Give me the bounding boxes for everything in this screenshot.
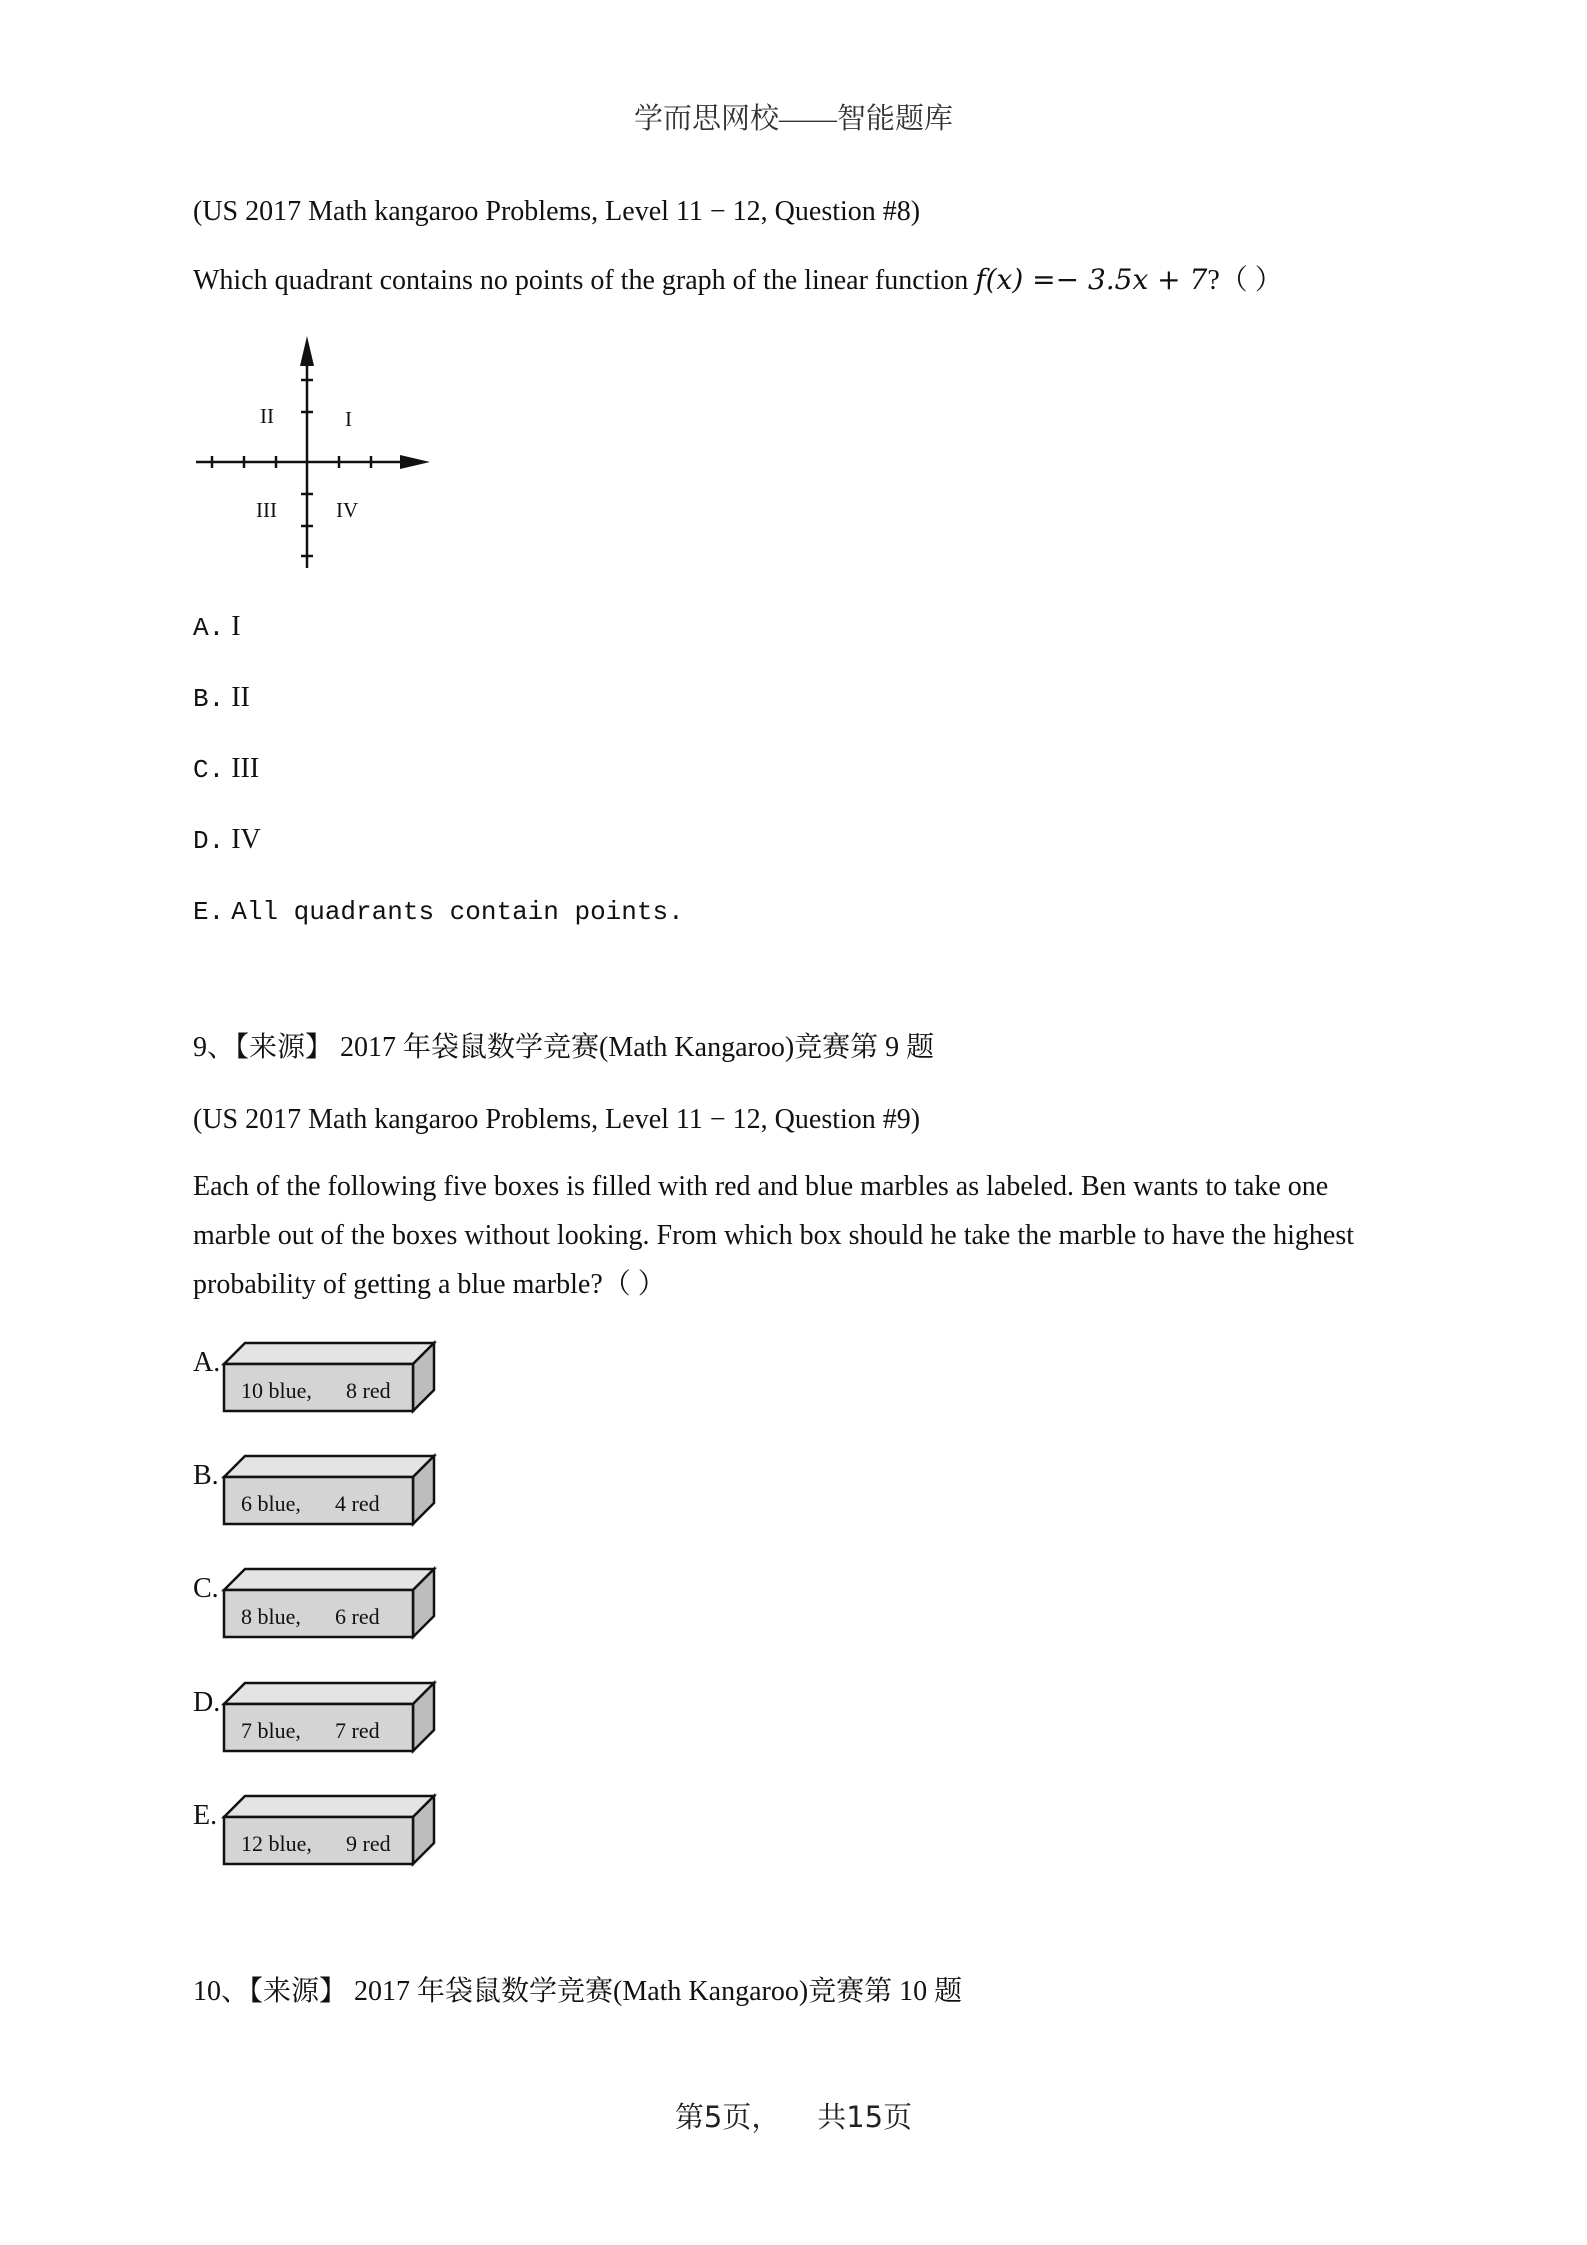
box-red-count: 8 red <box>346 1378 391 1403</box>
q9-heading: 9、【来源】 2017 年袋鼠数学竞赛(Math Kangaroo)竞赛第 9 题 <box>193 1032 935 1063</box>
option-value: III <box>231 753 260 784</box>
option-value: I <box>231 611 241 642</box>
box-blue-count: 7 blue, <box>241 1718 301 1743</box>
q8-function-expr: f(x) =− 3.5x + 7 <box>975 263 1208 296</box>
option-label: A. <box>193 1347 221 1378</box>
option-label: E. <box>193 897 225 927</box>
quadrant-label-iii: III <box>256 498 277 522</box>
q9-stem-line: marble out of the boxes without looking. From which box should he take the marble to have the highest <box>193 1220 1355 1251</box>
q8-stem <box>193 263 1283 298</box>
page-number-footer: 第5页， 共15页 <box>674 2100 913 2134</box>
marble-box-b <box>221 1453 446 1529</box>
box-blue-count: 8 blue, <box>241 1604 301 1629</box>
marble-box-e <box>221 1793 446 1869</box>
page-header-title: 学而思网校——智能题库 <box>633 103 953 135</box>
quadrant-label-ii: II <box>260 404 274 428</box>
box-blue-count: 6 blue, <box>241 1491 301 1516</box>
option-label: C. <box>193 755 225 785</box>
box-red-count: 4 red <box>335 1491 380 1516</box>
box-red-count: 6 red <box>335 1604 380 1629</box>
q9-source: (US 2017 Math kangaroo Problems, Level 11 − 12, Question #9) <box>193 1104 921 1135</box>
option-label: D. <box>193 826 225 856</box>
marble-box-c <box>221 1566 446 1642</box>
q8-option-a[interactable] <box>193 610 241 644</box>
quadrant-label-iv: IV <box>336 498 359 522</box>
option-label: C. <box>193 1573 219 1604</box>
q8-option-e[interactable] <box>193 894 684 928</box>
q8-source: (US 2017 Math kangaroo Problems, Level 11 − 12, Question #8) <box>193 196 921 227</box>
marble-box-d <box>221 1680 446 1756</box>
box-red-count: 9 red <box>346 1831 391 1856</box>
option-label: E. <box>193 1800 218 1831</box>
option-label: D. <box>193 1687 221 1718</box>
q8-option-d[interactable] <box>193 823 261 857</box>
quadrant-diagram <box>190 330 440 575</box>
option-value: IV <box>231 824 261 855</box>
q10-heading: 10、【来源】 2017 年袋鼠数学竞赛(Math Kangaroo)竞赛第 10 题 <box>193 1976 963 2007</box>
box-red-count: 7 red <box>335 1718 380 1743</box>
q8-option-c[interactable] <box>193 752 259 786</box>
q8-option-b[interactable] <box>193 681 250 715</box>
option-label: B. <box>193 684 225 714</box>
option-label: A. <box>193 613 225 643</box>
x-axis-arrow <box>400 455 430 469</box>
option-label: B. <box>193 1460 219 1491</box>
q9-stem-line: Each of the following five boxes is filled with red and blue marbles as labeled. Ben wants to take one <box>193 1171 1329 1202</box>
marble-box-a <box>221 1340 446 1416</box>
option-value: II <box>231 682 250 713</box>
box-blue-count: 12 blue, <box>241 1831 312 1856</box>
quadrant-label-i: I <box>345 407 352 431</box>
box-blue-count: 10 blue, <box>241 1378 312 1403</box>
q9-stem <box>193 1162 1393 1309</box>
option-value: All quadrants contain points. <box>231 897 684 927</box>
q8-stem-end: ?（ ） <box>1207 265 1283 296</box>
q9-stem-line: probability of getting a blue marble?（ ） <box>193 1269 666 1300</box>
q8-stem-text: Which quadrant contains no points of the graph of the linear function <box>193 265 976 296</box>
y-axis-arrow <box>300 336 314 366</box>
